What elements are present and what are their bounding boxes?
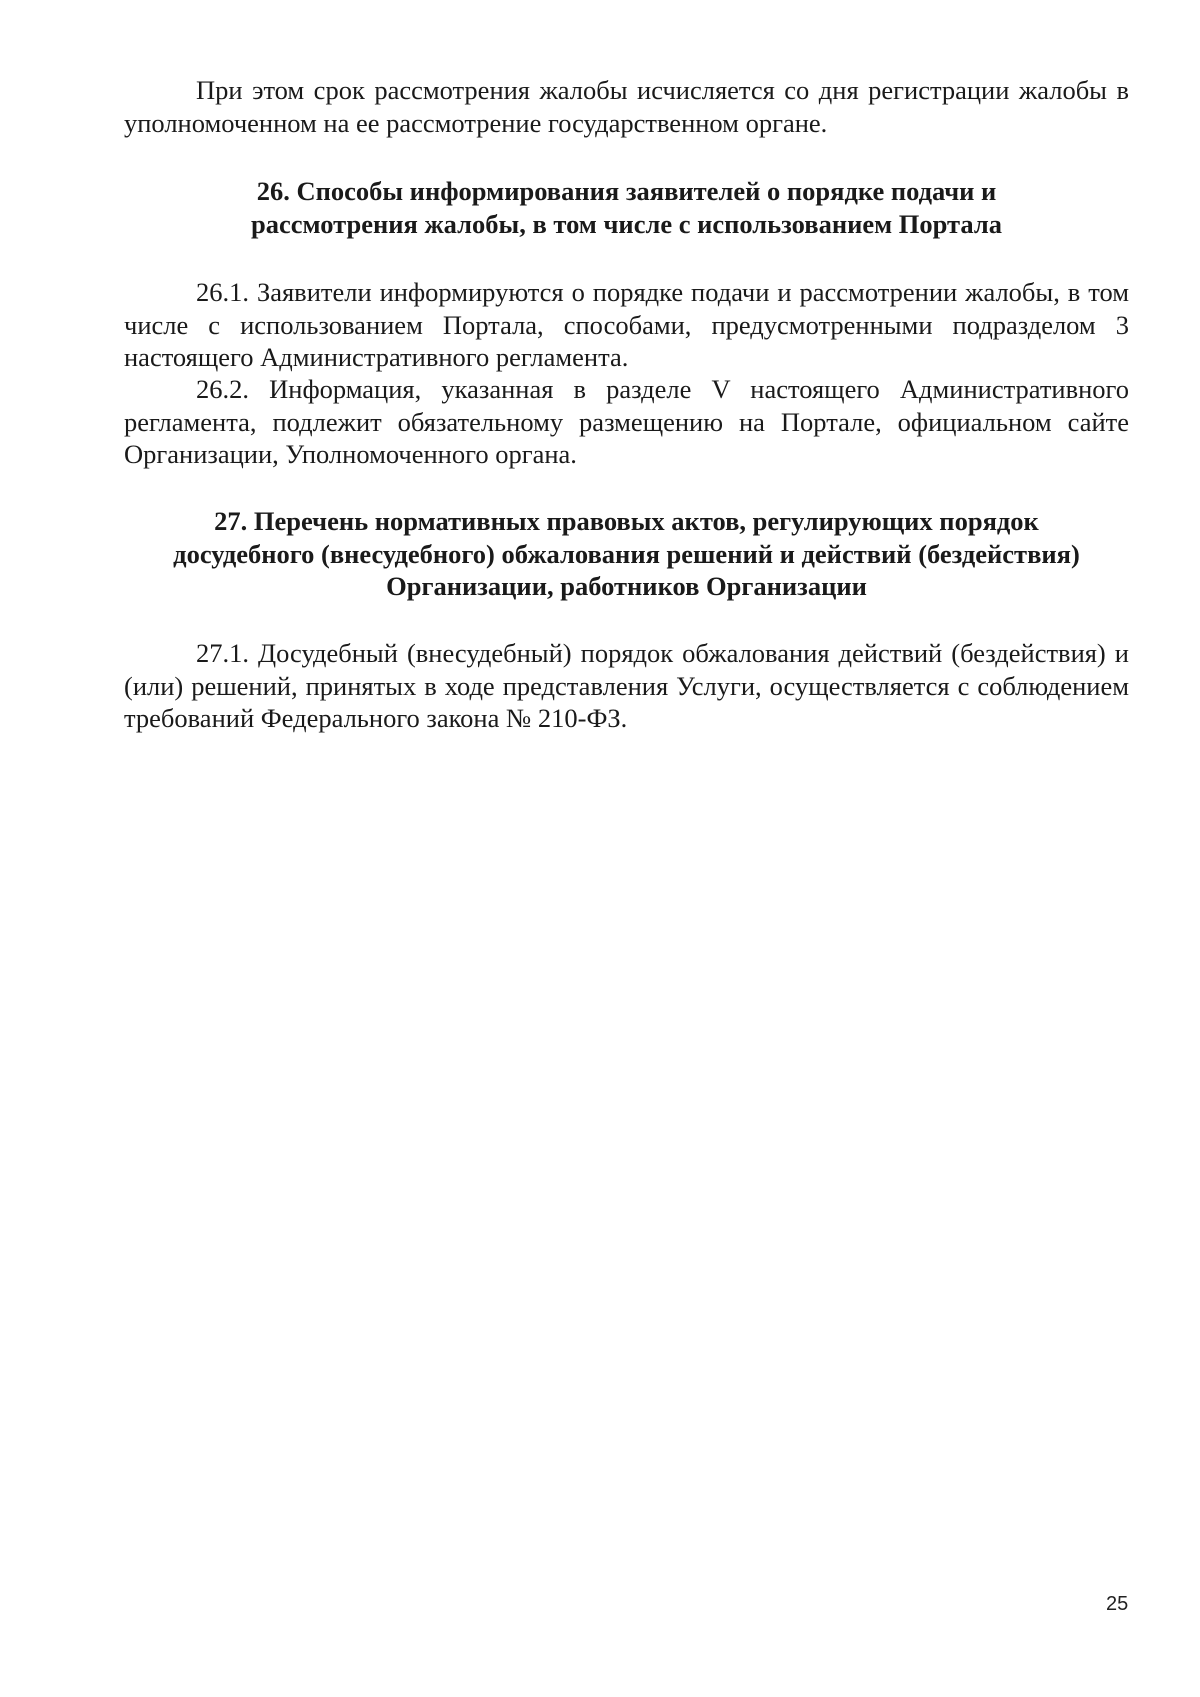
section-26-heading-line-1: 26. Способы информирования заявителей о порядке подачи и [256, 176, 997, 206]
page-number: 25 [1106, 1593, 1129, 1615]
section-27-heading-line-2: досудебного (внесудебного) обжалования решений и действий (бездействия) [173, 538, 1080, 569]
section-26-heading [124, 175, 1129, 240]
paragraph-26-2: 26.2. Информация, указанная в разделе V настоящего Административного регламента, подлежит обязательному размещению на Портале, официальном сайте Организации, Уполномоченного органа. [124, 374, 1129, 469]
section-27-heading-line-3: Организации, работников Организации [386, 571, 867, 601]
section-27-heading-line-1: 27. Перечень нормативных правовых актов, регулирующих порядок [214, 506, 1039, 536]
paragraph-27-1: 27.1. Досудебный (внесудебный) порядок обжалования действий (бездействия) и (или) решений, принятых в ходе представления Услуги, осуществляется с соблюдением требований Федерального закона № 210-ФЗ. [124, 638, 1129, 733]
paragraph-26-1: 26.1. Заявители информируются о порядке подачи и рассмотрении жалобы, в том числе с использованием Портала, способами, предусмотренными подразделом 3 настоящего Административного регламента. [124, 277, 1129, 372]
intro-paragraph: При этом срок рассмотрения жалобы исчисляется со дня регистрации жалобы в уполномоченном на ее рассмотрение государственном органе. [124, 75, 1129, 138]
section-26-heading-line-2: рассмотрения жалобы, в том числе с использованием Портала [251, 208, 1002, 239]
section-27-heading [124, 505, 1129, 603]
